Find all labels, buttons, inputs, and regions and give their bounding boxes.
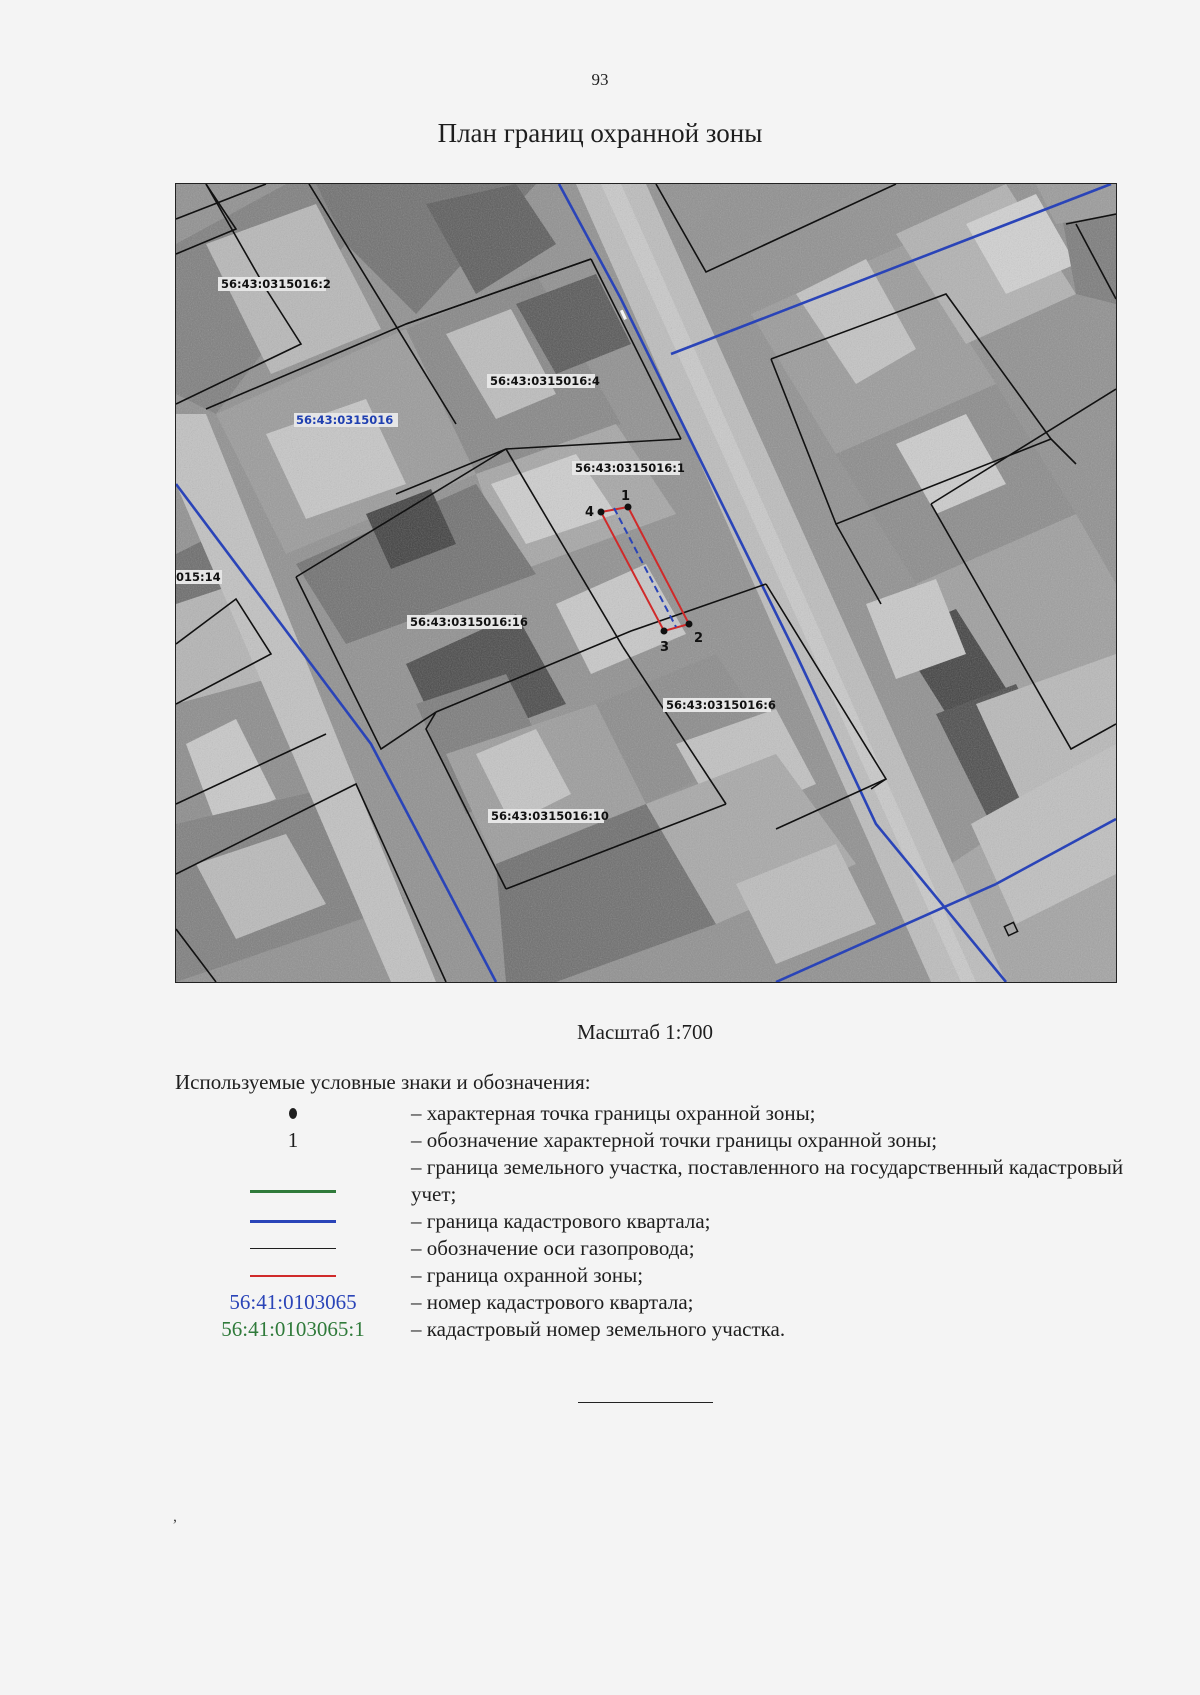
point-label-2: 2 (694, 631, 704, 646)
point-dot-icon (289, 1108, 297, 1119)
legend-symbol-parcel-number: 56:41:0103065:1 (221, 1317, 365, 1341)
legend-item-text: – характерная точка границы охранной зоны; (411, 1101, 816, 1125)
legend-item-text: – обозначение характерной точки границы охранной зоны; (411, 1128, 938, 1152)
legend-item-text: – граница кадастрового квартала; (411, 1209, 711, 1233)
legend-item-quarter-boundary (175, 1208, 1125, 1235)
point-label-4: 4 (585, 505, 595, 520)
red-line-icon (250, 1275, 336, 1277)
page-number: 93 (591, 70, 609, 89)
legend-symbol-text: 1 (287, 1128, 299, 1152)
point-label-1: 1 (621, 489, 631, 504)
legend-item-text: – граница земельного участка, поставленного на государственный кадастровый учет; (411, 1155, 1124, 1206)
legend (175, 1100, 1125, 1343)
legend-item-quarter-number (175, 1289, 1125, 1316)
footer-divider (578, 1402, 713, 1403)
green-line-icon (250, 1190, 336, 1193)
legend-heading: Используемые условные знаки и обозначения: (175, 1070, 591, 1094)
parcel-label-1: 56:43:0315016:1 (575, 461, 685, 475)
parcel-label-2: 56:43:0315016:2 (221, 277, 331, 291)
legend-item-text: – граница охранной зоны; (411, 1263, 644, 1287)
scale-caption: Масштаб 1:700 (576, 1020, 713, 1044)
parcel-label-14: 015:14 (176, 570, 221, 584)
legend-item-zone-boundary (175, 1262, 1125, 1289)
legend-item-text: – номер кадастрового квартала; (411, 1290, 694, 1314)
parcel-label-4: 56:43:0315016:4 (490, 374, 600, 388)
legend-item-parcel-boundary (175, 1154, 1125, 1208)
legend-item-text: – обозначение оси газопровода; (411, 1236, 695, 1260)
plan-title: План границ охранной зоны (437, 118, 763, 148)
aerial-grain (176, 184, 1116, 982)
legend-item-gas-axis (175, 1235, 1125, 1262)
parcel-label-16: 56:43:0315016:16 (410, 615, 528, 629)
black-line-icon (250, 1248, 336, 1249)
legend-item-point (175, 1100, 1125, 1127)
parcel-label-10: 56:43:0315016:10 (491, 809, 609, 823)
legend-item-text: – кадастровый номер земельного участка. (411, 1317, 786, 1341)
legend-item-point-label (175, 1127, 1125, 1154)
cadastral-map (175, 183, 1117, 983)
quarter-label: 56:43:0315016 (296, 413, 394, 427)
legend-item-parcel-number (175, 1316, 1125, 1343)
parcel-label-6: 56:43:0315016:6 (666, 698, 776, 712)
scan-speck: , (173, 1508, 177, 1525)
point-label-3: 3 (660, 640, 670, 655)
legend-symbol-quarter-number: 56:41:0103065 (229, 1290, 357, 1314)
blue-line-icon (250, 1220, 336, 1223)
